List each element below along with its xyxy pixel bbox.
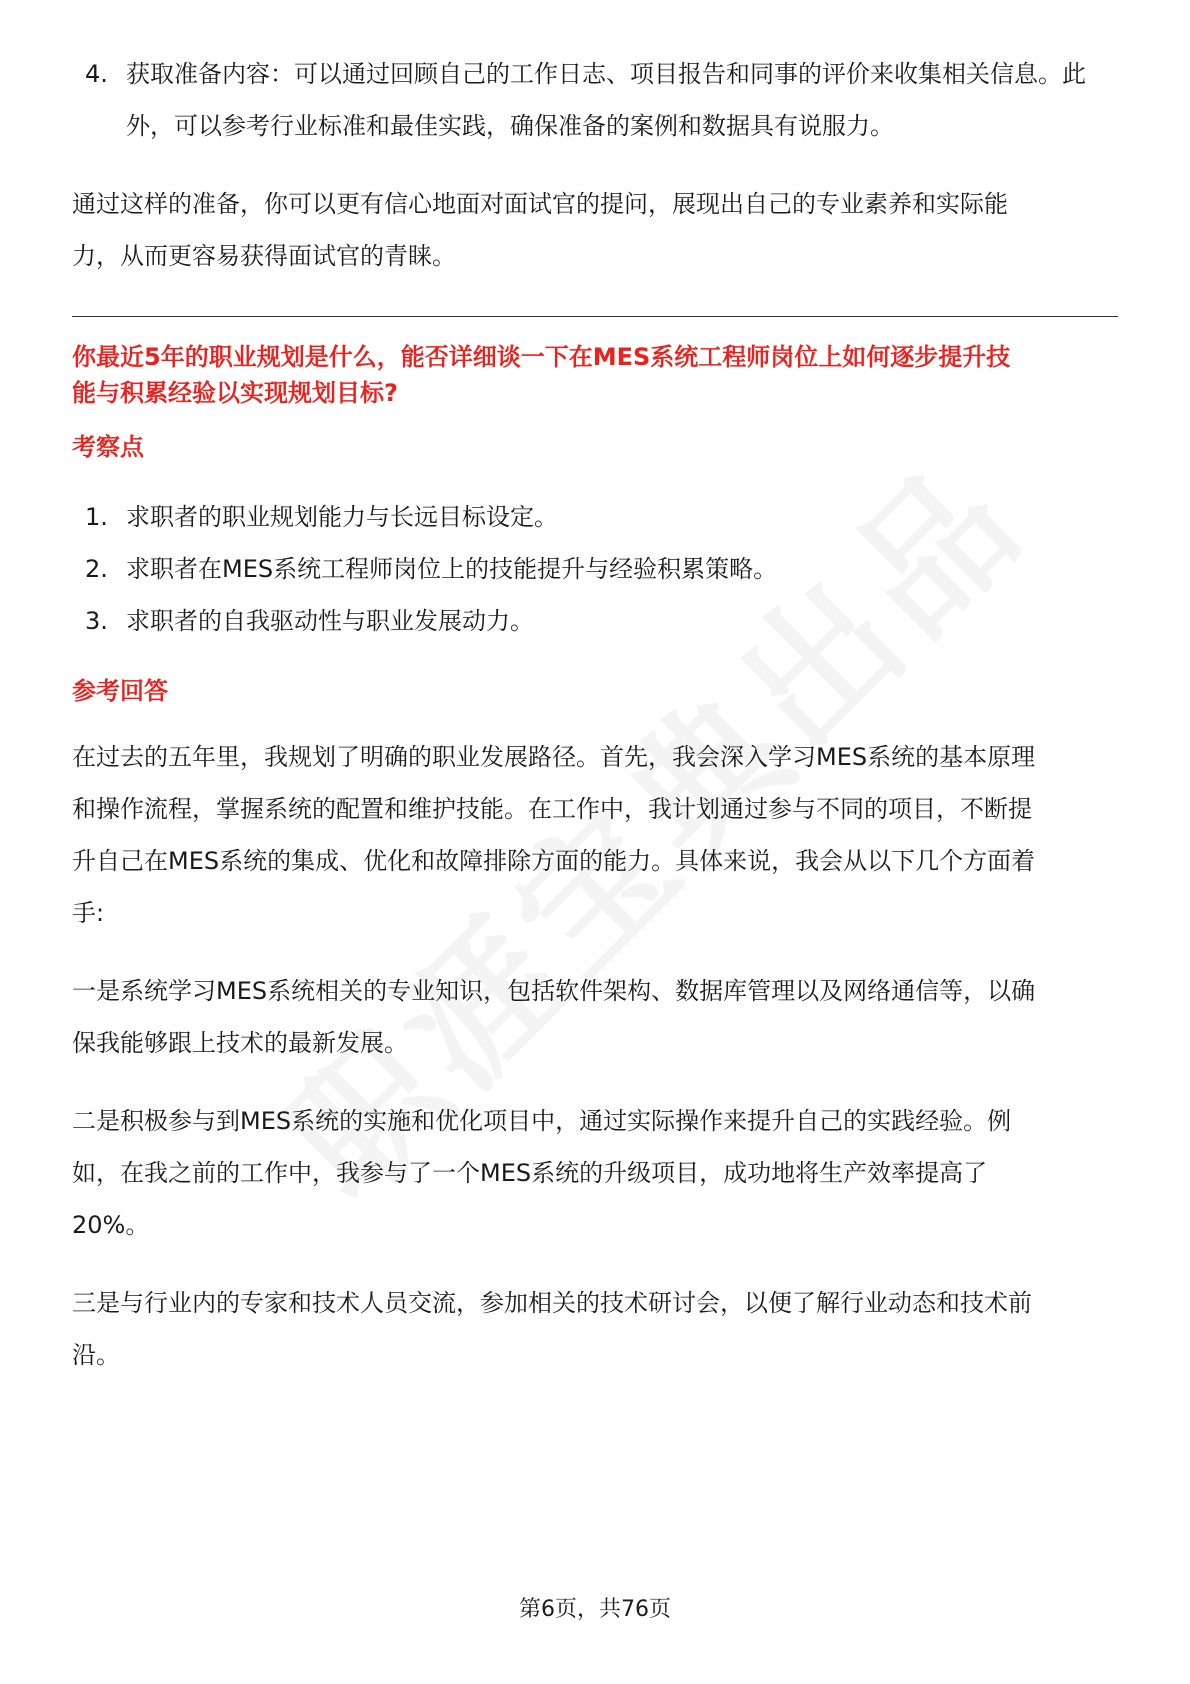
list-item-text: 获取准备内容：可以通过回顾自己的工作日志、项目报告和同事的评价来收集相关信息。此外，可以参考行业标准和最佳实践，确保准备的案例和数据具有说服力。 [126, 60, 1086, 140]
answer-paragraph: 三是与行业内的专家和技术人员交流，参加相关的技术研讨会，以便了解行业动态和技术前沿。 [72, 1289, 1032, 1369]
answer-paragraph: 在过去的五年里，我规划了明确的职业发展路径。首先，我会深入学习MES系统的基本原理和操作流程，掌握系统的配置和维护技能。在工作中，我计划通过参与不同的项目，不断提升自己在MES系统的集成、优化和故障排除方面的能力。具体来说，我会从以下几个方面着手: [72, 743, 1036, 927]
list-item-number: 1. [85, 503, 108, 531]
list-item-number: 4. [85, 60, 108, 88]
list-item-number: 2. [85, 555, 108, 583]
focus-list [72, 491, 1118, 647]
interview-question: 你最近5年的职业规划是什么，能否详细谈一下在MES系统工程师岗位上如何逐步提升技能与积累经验以实现规划目标? [72, 343, 1011, 407]
list-item-text: 求职者的自我驱动性与职业发展动力。 [126, 607, 534, 635]
answer-paragraph: 二是积极参与到MES系统的实施和优化项目中，通过实际操作来提升自己的实践经验。例如，在我之前的工作中，我参与了一个MES系统的升级项目，成功地将生产效率提高了20%。 [72, 1107, 1012, 1239]
answer-paragraph: 一是系统学习MES系统相关的专业知识，包括软件架构、数据库管理以及网络通信等，以确保我能够跟上技术的最新发展。 [72, 977, 1036, 1057]
list-item-text: 求职者的职业规划能力与长远目标设定。 [126, 503, 558, 531]
focus-list-item [72, 543, 1118, 595]
list-item-text: 求职者在MES系统工程师岗位上的技能提升与经验积累策略。 [126, 555, 778, 583]
intro-conclusion: 通过这样的准备，你可以更有信心地面对面试官的提问，展现出自己的专业素养和实际能力，从而更容易获得面试官的青睐。 [72, 190, 1008, 270]
page-number: 第6页，共76页 [519, 1597, 671, 1622]
list-item-number: 3. [85, 607, 108, 635]
focus-list-item [72, 595, 1118, 647]
intro-list-item [72, 48, 1098, 152]
answer-heading: 参考回答 [72, 677, 168, 705]
focus-list-item [72, 491, 1118, 543]
page-content [72, 48, 1118, 1381]
focus-heading: 考察点 [72, 433, 144, 461]
